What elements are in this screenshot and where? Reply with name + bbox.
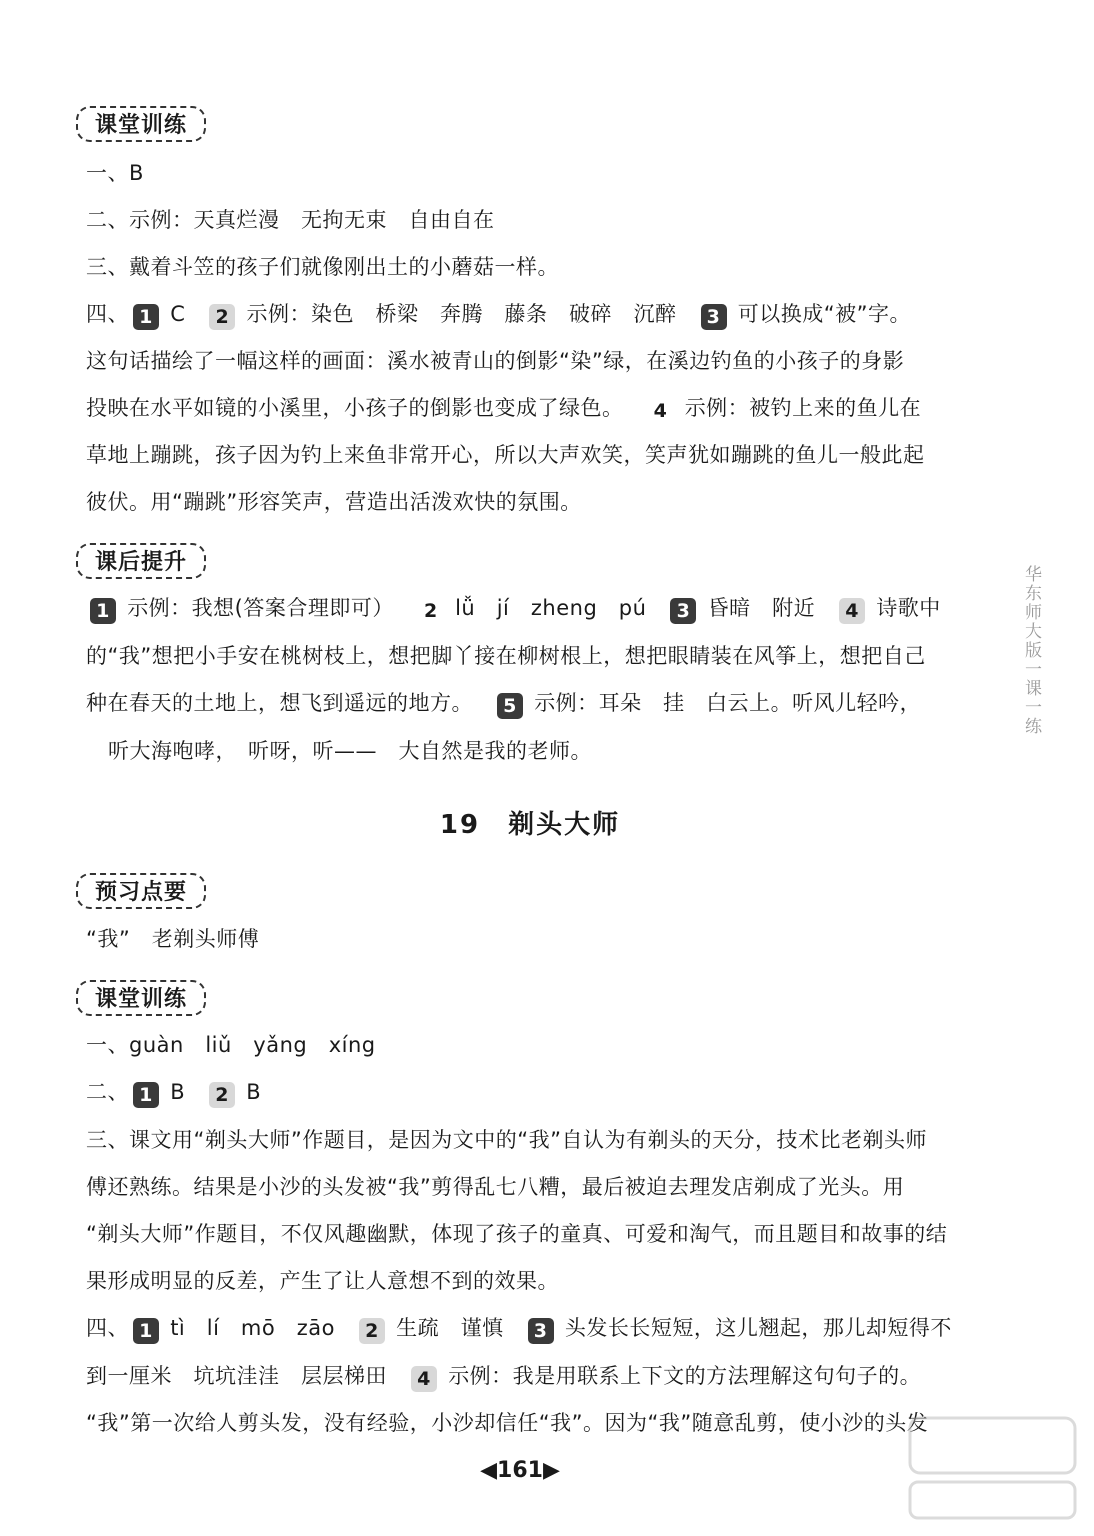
answer-text: 示例：耳朵 挂 白云上。听风儿轻吟， bbox=[534, 691, 922, 715]
number-badge: 1 bbox=[133, 1318, 159, 1344]
answer-text: 昏暗 附近 bbox=[707, 596, 816, 620]
answer-line bbox=[86, 393, 921, 424]
section-tag-classroom-training: 课堂训练 bbox=[76, 980, 206, 1016]
answer-text: B bbox=[246, 1080, 262, 1104]
side-series-label: 华东师大版一课一练 bbox=[1021, 565, 1041, 736]
answer-line: 一、B bbox=[86, 161, 144, 185]
watermark-logo-icon bbox=[900, 1410, 1085, 1525]
number-badge: 4 bbox=[648, 398, 674, 424]
number-badge: 5 bbox=[497, 693, 523, 719]
answer-line bbox=[86, 299, 911, 330]
answer-line: 三、课文用“剃头大师”作题目，是因为文中的“我”自认为有剃头的天分，技术比老剃头师 bbox=[86, 1128, 928, 1152]
answer-line bbox=[86, 1361, 921, 1392]
section-tag-classroom-training: 课堂训练 bbox=[76, 106, 206, 142]
page-number: ◀161▶ bbox=[480, 1458, 560, 1483]
section-tag-preview: 预习点要 bbox=[76, 873, 206, 909]
number-badge: 1 bbox=[133, 1082, 159, 1108]
answer-prefix: 四、 bbox=[86, 302, 129, 326]
answer-line: “我”第一次给人剪头发，没有经验，小沙却信任“我”。因为“我”随意乱剪，使小沙的头发 bbox=[86, 1411, 929, 1435]
answer-line: 这句话描绘了一幅这样的画面：溪水被青山的倒影“染”绿，在溪边钓鱼的小孩子的身影 bbox=[86, 349, 905, 373]
answer-text: C bbox=[170, 302, 186, 326]
answer-line: 听大海咆哮， 听呀，听—— 大自然是我的老师。 bbox=[108, 739, 592, 763]
answer-line: “剃头大师”作题目，不仅风趣幽默，体现了孩子的童真、可爱和淘气，而且题目和故事的结 bbox=[86, 1222, 948, 1246]
number-badge: 1 bbox=[133, 304, 159, 330]
number-badge: 2 bbox=[418, 598, 444, 624]
number-badge: 3 bbox=[670, 598, 696, 624]
answer-line bbox=[86, 1077, 261, 1108]
answer-line: “我” 老剃头师傅 bbox=[86, 927, 260, 951]
number-badge: 4 bbox=[839, 598, 865, 624]
answer-line: 二、示例：天真烂漫 无拘无束 自由自在 bbox=[86, 208, 495, 232]
number-badge: 2 bbox=[359, 1318, 385, 1344]
answer-text: 头发长长短短，这儿翘起，那儿却短得不 bbox=[564, 1316, 952, 1340]
lesson-title: 19 剃头大师 bbox=[439, 810, 621, 840]
answer-text: 示例：我想(答案合理即可） bbox=[127, 596, 394, 620]
answer-line: 的“我”想把小手安在桃树枝上，想把脚丫接在柳树根上，想把眼睛装在风筝上，想把自己 bbox=[86, 644, 926, 668]
number-badge: 2 bbox=[209, 1082, 235, 1108]
answer-line: 傅还熟练。结果是小沙的头发被“我”剪得乱七八糟，最后被迫去理发店剃成了光头。用 bbox=[86, 1175, 905, 1199]
answer-line: 草地上蹦跳，孩子因为钓上来鱼非常开心，所以大声欢笑，笑声犹如蹦跳的鱼儿一般此起 bbox=[86, 443, 925, 467]
answer-line: 果形成明显的反差，产生了让人意想不到的效果。 bbox=[86, 1269, 559, 1293]
number-badge: 2 bbox=[209, 304, 235, 330]
number-badge: 4 bbox=[411, 1366, 437, 1392]
answer-line: 三、戴着斗笠的孩子们就像刚出土的小蘑菇一样。 bbox=[86, 255, 559, 279]
answer-prefix: 四、 bbox=[86, 1316, 129, 1340]
answer-text: 到一厘米 坑坑洼洼 层层梯田 bbox=[86, 1364, 387, 1388]
answer-line bbox=[86, 688, 921, 719]
answer-text: 投映在水平如镜的小溪里，小孩子的倒影也变成了绿色。 bbox=[86, 396, 624, 420]
answer-text: tì lí mō zāo bbox=[170, 1316, 335, 1340]
answer-text: 示例：我是用联系上下文的方法理解这句句子的。 bbox=[448, 1364, 922, 1388]
answer-text: 示例：被钓上来的鱼儿在 bbox=[684, 396, 922, 420]
answer-text: 种在春天的土地上，想飞到遥远的地方。 bbox=[86, 691, 473, 715]
number-badge: 1 bbox=[90, 598, 116, 624]
answer-text: 可以换成“被”字。 bbox=[737, 302, 911, 326]
answer-line bbox=[86, 1313, 952, 1344]
answer-line: 一、guàn liǔ yǎng xíng bbox=[86, 1033, 376, 1057]
answer-text: B bbox=[170, 1080, 186, 1104]
number-badge: 3 bbox=[701, 304, 727, 330]
answer-text: 诗歌中 bbox=[876, 596, 941, 620]
answer-text: 示例：染色 桥梁 奔腾 藤条 破碎 沉醉 bbox=[246, 302, 677, 326]
answer-text: 生疏 谨慎 bbox=[396, 1316, 504, 1340]
answer-prefix: 二、 bbox=[86, 1080, 129, 1104]
answer-text: lǚ jí zheng pú bbox=[455, 596, 647, 620]
answer-line bbox=[86, 593, 941, 624]
number-badge: 3 bbox=[528, 1318, 554, 1344]
section-tag-after-class: 课后提升 bbox=[76, 543, 206, 579]
answer-line: 彼伏。用“蹦跳”形容笑声，营造出活泼欢快的氛围。 bbox=[86, 490, 582, 514]
